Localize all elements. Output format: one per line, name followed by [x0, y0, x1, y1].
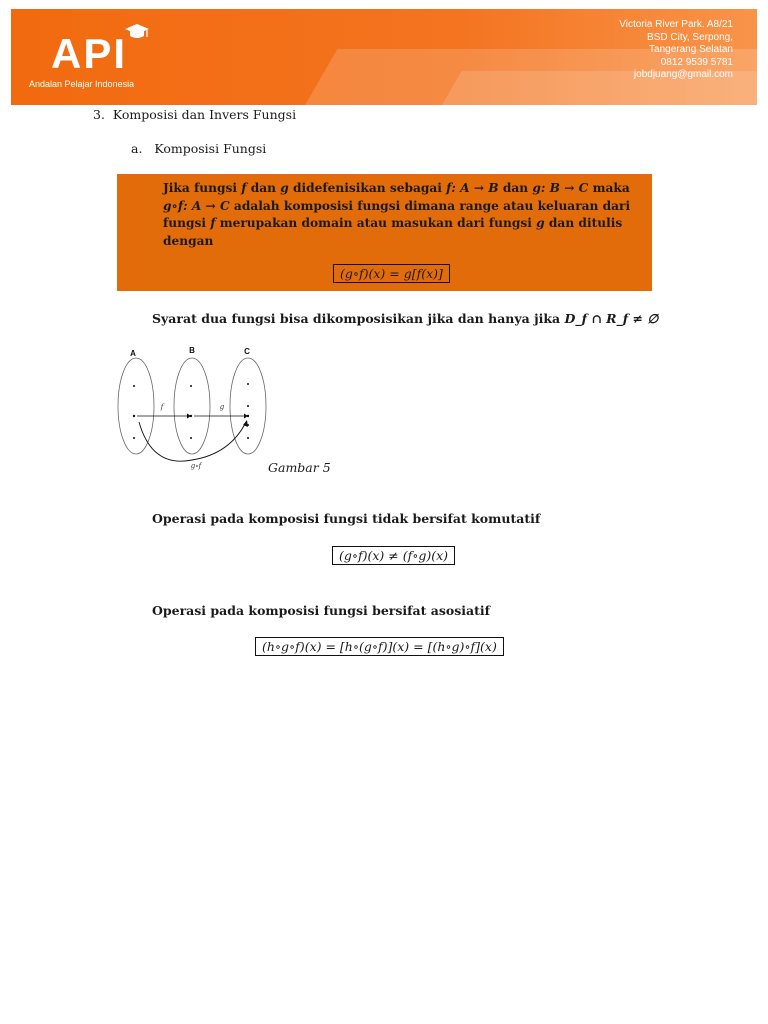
- composition-formula: (g∘f)(x) = g[f(x)]: [333, 264, 450, 283]
- graduation-cap-icon: [124, 22, 150, 42]
- logo-tagline: Andalan Pelajar Indonesia: [29, 79, 135, 89]
- definition-text: Jika fungsi f dan g didefenisikan sebagai f: A → B dan g: B → C maka g∘f: A → C adalah komposisi fungsi dimana range atau keluaran dari fungsi f merupakan domain atau masukan dari fungsi g dan ditulis dengan: [163, 181, 631, 248]
- contact-address: Victoria River Park. A8/21: [619, 19, 733, 30]
- definition-box: [117, 174, 652, 291]
- condition-text: Syarat dua fungsi bisa dikomposisikan jika dan hanya jika D_f ∩ R_f ≠ ∅: [152, 311, 659, 326]
- set-label-a: A: [130, 349, 136, 358]
- associative-formula: (h∘g∘f)(x) = [h∘(g∘f)](x) = [(h∘g)∘f](x): [255, 637, 504, 656]
- set-b-ellipse: [174, 358, 210, 454]
- arrow-composition-label: g∘f: [190, 462, 202, 470]
- commutative-formula: (g∘f)(x) ≠ (f∘g)(x): [332, 546, 455, 565]
- contact-phone: 0812 9539 5781: [660, 56, 733, 68]
- condition-math: D_f ∩ R_f ≠ ∅: [564, 311, 659, 326]
- arrow-composition: [139, 422, 246, 461]
- section-heading: [93, 107, 296, 122]
- section-number: 3.: [93, 107, 105, 122]
- section-title: Komposisi dan Invers Fungsi: [112, 107, 297, 122]
- contact-email: jobdjuang@gmail.com: [633, 69, 733, 80]
- subsection-heading: [131, 141, 266, 156]
- arrow-g-label: g: [219, 403, 225, 411]
- set-label-b: B: [189, 346, 195, 355]
- commutative-text: Operasi pada komposisi fungsi tidak bersifat komutatif: [152, 511, 541, 526]
- page-header: [11, 9, 757, 105]
- associative-text: Operasi pada komposisi fungsi bersifat asosiatif: [152, 603, 491, 618]
- arrow-f-label: f: [160, 403, 164, 411]
- composition-diagram: [112, 340, 272, 470]
- contact-region: Tangerang Selatan: [649, 44, 733, 55]
- contact-info: [619, 19, 733, 82]
- subsection-title: Komposisi Fungsi: [154, 141, 267, 156]
- logo: API: [51, 30, 128, 77]
- figure-caption: Gambar 5: [268, 460, 331, 475]
- subsection-letter: a.: [131, 141, 143, 156]
- contact-city: BSD City, Serpong,: [647, 31, 733, 43]
- set-label-c: C: [244, 347, 250, 356]
- set-a-ellipse: [118, 358, 154, 454]
